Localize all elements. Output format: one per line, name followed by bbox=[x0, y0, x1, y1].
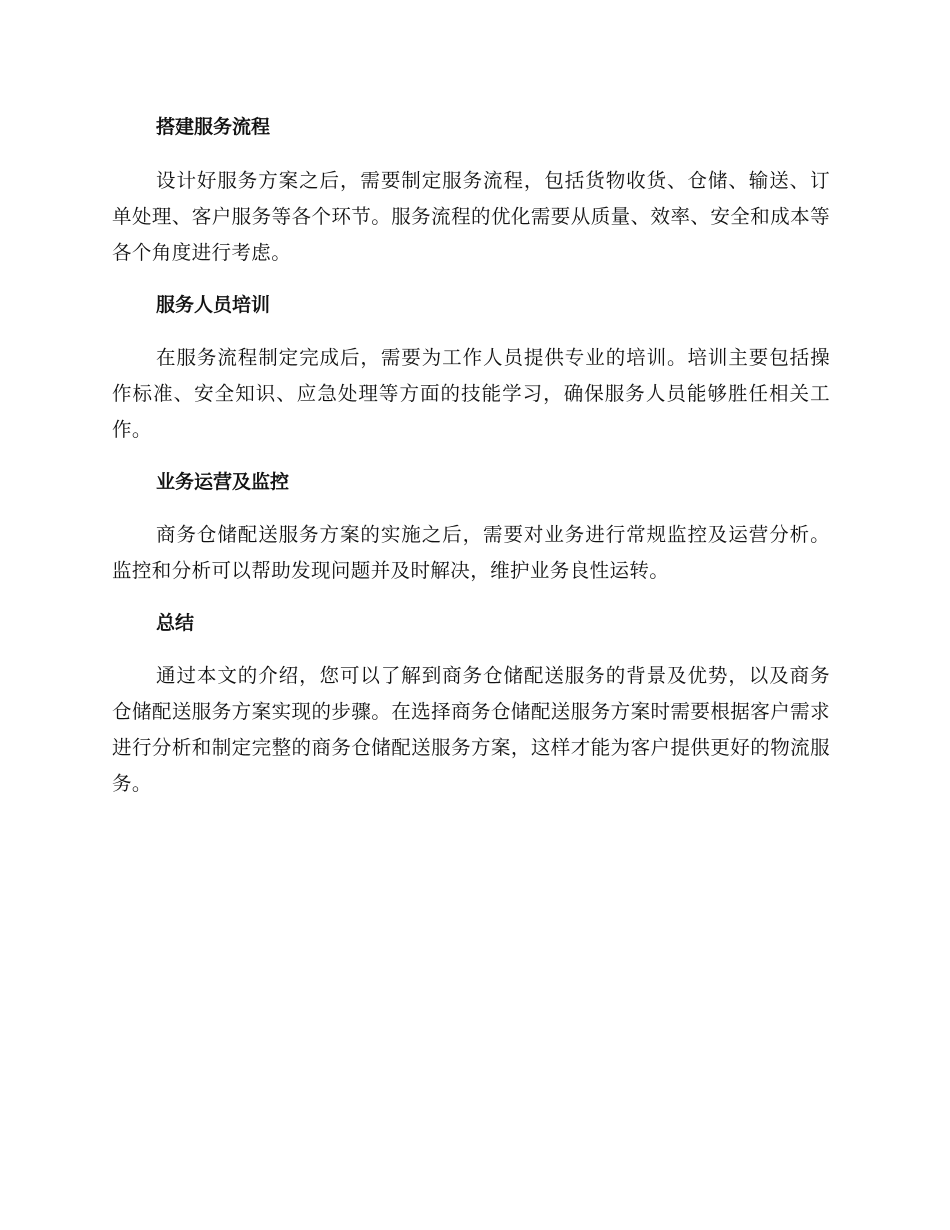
section-heading: 业务运营及监控 bbox=[156, 471, 290, 493]
section-paragraph: 设计好服务方案之后，需要制定服务流程，包括货物收货、仓储、输送、订单处理、客户服务等各个环节。服务流程的优化需要从质量、效率、安全和成本等各个角度进行考虑。 bbox=[112, 169, 830, 264]
document-page bbox=[112, 108, 830, 817]
section-summary bbox=[112, 604, 830, 802]
section-heading: 总结 bbox=[156, 612, 195, 634]
section-heading: 搭建服务流程 bbox=[156, 116, 271, 138]
section-paragraph: 在服务流程制定完成后，需要为工作人员提供专业的培训。培训主要包括操作标准、安全知识、应急处理等方面的技能学习，确保服务人员能够胜任相关工作。 bbox=[112, 346, 830, 441]
section-operations-monitoring bbox=[112, 463, 830, 589]
section-heading: 服务人员培训 bbox=[156, 294, 271, 316]
section-staff-training bbox=[112, 286, 830, 448]
section-service-process bbox=[112, 108, 830, 271]
section-paragraph: 商务仓储配送服务方案的实施之后，需要对业务进行常规监控及运营分析。监控和分析可以帮助发现问题并及时解决，维护业务良性运转。 bbox=[112, 523, 830, 582]
section-paragraph: 通过本文的介绍，您可以了解到商务仓储配送服务的背景及优势，以及商务仓储配送服务方案实现的步骤。在选择商务仓储配送服务方案时需要根据客户需求进行分析和制定完整的商务仓储配送服务方案，这样才能为客户提供更好的物流服务。 bbox=[112, 664, 830, 795]
